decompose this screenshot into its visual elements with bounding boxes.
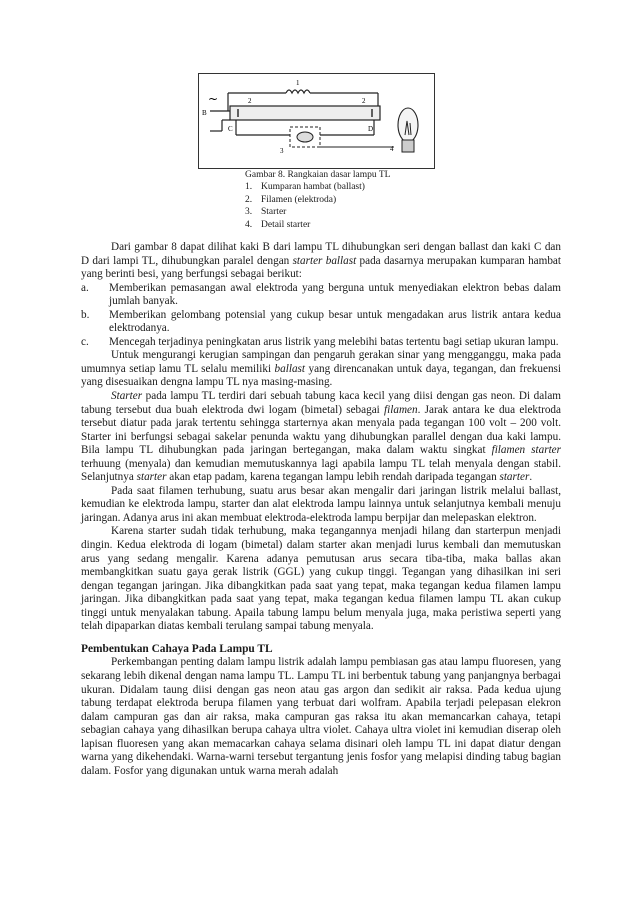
paragraph-2: Untuk mengurangi kerugian sampingan dan pengaruh gerakan sinar yang mengganggu, maka pada umumnya setiap lamu TL selalu memiliki ballast yang direncanakan untuk daya, tegangan, dan frekuensi yang disesuaikan dengna lampu TL nya masing-masing. bbox=[81, 349, 561, 389]
label-2-right: 2 bbox=[362, 97, 366, 105]
caption-item: 2. Filamen (elektroda) bbox=[245, 194, 337, 205]
paragraph-6: Perkembangan penting dalam lampu listrik adalah lampu pembiasan gas atau lampu fluoresen, yang sekarang lebih dikenal dengan nama lampu TL. Lampu TL ini berbentuk tabung yang panjangnya berbagai ukuran. Didalam taung diisi dengan gas neon atau gas argon dan sedikit air raksa. Pada kedua ujung tabung terdapat elektroda berupa filamen yang terbuat dari wolfram. Apabila terjadi pelepasan elekron dalam campuran gas dan air raksa, maka campuran gas raksa itu akan memancarkan cahaya, tetapi sebagian cahaya yang dihasilkan berupa cahaya ultra violet. Cahaya ultra violet ini kemudian diserap oleh lapisan fluoresen yang akan memacarkan cahaya selama disinari oleh lampu TL ini dapat diatur dengan warna yang dikehendaki. Warna-warni tersebut tergantung jenis fosfor yang melapisi dinding tabug bagian dalam. Fosfor yang digunakan untuk warna merah adalah bbox=[81, 656, 561, 777]
list-item-a: a. Memberikan pemasangan awal elektroda yang berguna untuk menyediakan elektron bebas dalam jumlah banyak. bbox=[81, 281, 561, 308]
caption-title: Gambar 8. Rangkaian dasar lampu TL bbox=[245, 170, 391, 180]
label-c: C bbox=[228, 125, 233, 133]
section-heading: Pembentukan Cahaya Pada Lampu TL bbox=[81, 642, 273, 655]
label-2-left: 2 bbox=[248, 97, 252, 105]
figure-caption bbox=[245, 169, 445, 231]
list-item-c: c. Mencegah terjadinya peningkatan arus listrik yang melebihi batas tertentu bagi setiap ukuran lampu. bbox=[81, 335, 559, 348]
body-text bbox=[81, 241, 561, 778]
paragraph-1: Dari gambar 8 dapat dilihat kaki B dari lampu TL dihubungkan seri dengan ballast dan kaki C dan D dari lampi TL, dihubungkan paralel dengan starter ballast pada dasarnya merupakan kumparan hambat yang berinti besi, yang berfungsi sebagai berikut: bbox=[81, 241, 562, 281]
ac-symbol: ~ bbox=[208, 92, 219, 106]
tl-circuit-diagram bbox=[198, 73, 435, 169]
paragraph-5: Karena starter sudah tidak terhubung, maka tegangannya menjadi hilang dan starterpun menjadi dingin. Kedua elektroda di logam (bimetal) dalam starter akan menjadi lurus kembali dan memutuskan arus yang sedang mengalir. Karena adanya pemutusan arus secara tiba-tiba, maka ballas akan membangkitkan suatu gaya gerak listrik (GGL) yang cukup tinggi. Tegangan yang dihasilkan ini seri dengan tegangan jaringan. Jika dibangkitkan pada saat yang tepat, maka tegangan kedua filamen lampu jaringan. Jika dibangkitkan pada saat yang tepat, maka tegangan kedua filamen lampu TL akan cukup tinggi untuk menyalakan tabung. Apaila tabung lampu belum menyala juga, maka peristiwa seperti yang telah dipaparkan diatas kembali terulang sampai tabung menyala. bbox=[81, 525, 561, 633]
caption-item: 4. Detail starter bbox=[245, 219, 311, 230]
paragraph-4: Pada saat filamen terhubung, suatu arus besar akan mengalir dari jaringan listrik melalui ballast, kemudian ke elektroda lampu, starter dan alat elektroda lampu lainnya untuk selanjutnya kembali menuju jaringan. Adanya arus ini akan membuat elektroda-elektroda lampu berpijar dan melepaskan elektron. bbox=[81, 484, 561, 524]
fluorescent-tube bbox=[230, 106, 380, 120]
label-4: 4 bbox=[390, 145, 394, 153]
list-item-b: b. Memberikan gelombang potensial yang cukup besar untuk mengadakan arus listrik antara kedua elektrodanya. bbox=[81, 308, 561, 335]
caption-item: 1. Kumparan hambat (ballast) bbox=[245, 182, 365, 193]
label-1: 1 bbox=[296, 79, 300, 87]
caption-list bbox=[245, 181, 445, 231]
paragraph-3: Starter pada lampu TL terdiri dari sebuah tabung kaca kecil yang diisi dengan gas neon. Di dalam tabung tersebut dua buah elektroda dwi logam (bimetal) sebagai filamen. Jarak antara ke dua elektroda tersebut diatur pada jarak tertentu sehingga starternya akan menyala pada tegangan 100 volt – 200 volt. Starter ini berfungsi sebagai sakelar penunda waktu yang dihubungkan parallel dengan dua kaki lampu. Bila lampu TL dihubungkan pada jaringan bertegangan, maka dalam waktu singkat filamen starter terhuung (menyala) dan kemudian memutuskannya lagi apabila lampu TL telah menyala dengan stabil. Selanjutnya starter akan etap padam, karena tegangan lampu lebih rendah daripada tegangan starter. bbox=[81, 390, 561, 484]
caption-item: 3. Starter bbox=[245, 207, 287, 218]
label-3: 3 bbox=[280, 147, 284, 155]
circuit-figure bbox=[198, 73, 435, 169]
label-b: B bbox=[202, 109, 207, 117]
starter-bulb bbox=[297, 132, 313, 142]
label-d: D bbox=[368, 125, 374, 133]
